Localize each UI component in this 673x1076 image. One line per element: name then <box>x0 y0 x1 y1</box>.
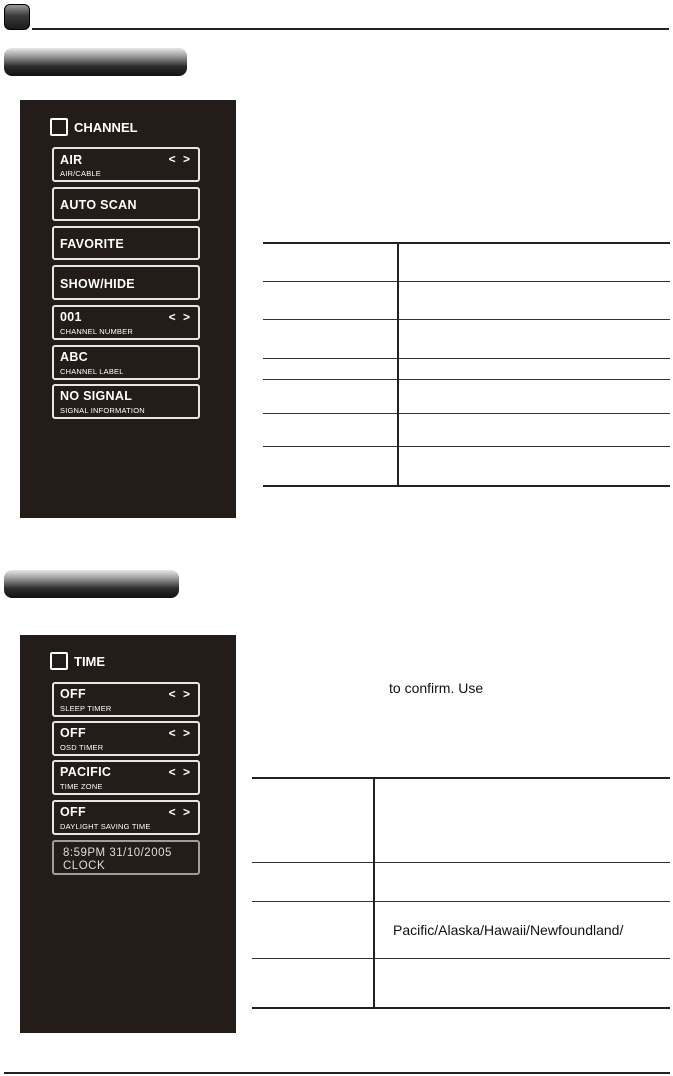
footer-rule <box>4 1072 670 1074</box>
left-right-arrows-icon[interactable]: < > <box>168 726 192 740</box>
time-zone-option[interactable] <box>52 760 200 795</box>
osd-timer-option[interactable] <box>52 721 200 756</box>
left-right-arrows-icon[interactable]: < > <box>168 687 192 701</box>
page-header-icon <box>4 4 30 30</box>
table-rule <box>263 242 670 244</box>
option-value: PACIFIC <box>60 765 112 779</box>
option-value: OFF <box>60 805 86 819</box>
left-right-arrows-icon[interactable]: < > <box>168 152 192 166</box>
time-menu-title <box>50 652 105 670</box>
auto-scan-button[interactable] <box>52 187 200 221</box>
table-rule <box>252 958 670 959</box>
time-menu-panel <box>20 635 236 1033</box>
time-zone-description: Pacific/Alaska/Hawaii/Newfoundland/ <box>393 922 624 938</box>
table-rule <box>263 281 670 282</box>
option-value: 001 <box>60 310 82 324</box>
option-label: CHANNEL LABEL <box>60 367 124 376</box>
table-column-divider <box>397 242 399 487</box>
table-rule <box>252 1007 670 1009</box>
option-value: SHOW/HIDE <box>60 277 135 291</box>
menu-checkbox-icon <box>50 652 68 670</box>
option-value: OFF <box>60 726 86 740</box>
table-rule <box>263 485 670 487</box>
option-label: AIR/CABLE <box>60 169 101 178</box>
channel-label-option[interactable] <box>52 345 200 380</box>
channel-section-tab <box>4 48 187 76</box>
option-label: OSD TIMER <box>60 743 104 752</box>
left-right-arrows-icon[interactable]: < > <box>168 805 192 819</box>
table-rule <box>263 358 670 359</box>
table-column-divider <box>373 777 375 1009</box>
table-rule <box>263 413 670 414</box>
signal-information-option[interactable] <box>52 384 200 419</box>
option-label: SIGNAL INFORMATION <box>60 406 145 415</box>
header-rule <box>32 28 669 30</box>
table-rule <box>252 862 670 863</box>
channel-number-option[interactable] <box>52 305 200 340</box>
table-rule <box>263 446 670 447</box>
sleep-timer-option[interactable] <box>52 682 200 717</box>
option-value: NO SIGNAL <box>60 389 133 403</box>
time-menu-title-text: TIME <box>74 653 106 669</box>
channel-menu-title <box>50 118 138 136</box>
option-label: SLEEP TIMER <box>60 704 112 713</box>
left-right-arrows-icon[interactable]: < > <box>168 765 192 779</box>
option-value: ABC <box>60 350 88 364</box>
option-value: AUTO SCAN <box>60 198 137 212</box>
table-rule <box>263 319 670 320</box>
air-cable-option[interactable] <box>52 147 200 182</box>
left-right-arrows-icon[interactable]: < > <box>168 310 192 324</box>
table-rule <box>252 777 670 779</box>
clock-value: 8:59PM 31/10/2005 <box>63 847 172 859</box>
table-rule <box>263 379 670 380</box>
daylight-saving-option[interactable] <box>52 800 200 835</box>
channel-menu-panel <box>20 100 236 518</box>
instruction-text: to confirm. Use <box>389 680 484 696</box>
channel-menu-title-text: CHANNEL <box>74 119 138 135</box>
favorite-button[interactable] <box>52 226 200 260</box>
table-rule <box>252 901 670 902</box>
option-label: CHANNEL NUMBER <box>60 327 133 336</box>
show-hide-button[interactable] <box>52 265 200 300</box>
option-value: AIR <box>60 153 83 167</box>
clock-label: CLOCK <box>63 860 106 872</box>
option-label: DAYLIGHT SAVING TIME <box>60 822 151 831</box>
option-label: TIME ZONE <box>60 782 103 791</box>
clock-display <box>52 840 200 875</box>
menu-checkbox-icon <box>50 118 68 136</box>
option-value: FAVORITE <box>60 237 124 251</box>
option-value: OFF <box>60 687 86 701</box>
time-section-tab <box>4 570 179 598</box>
